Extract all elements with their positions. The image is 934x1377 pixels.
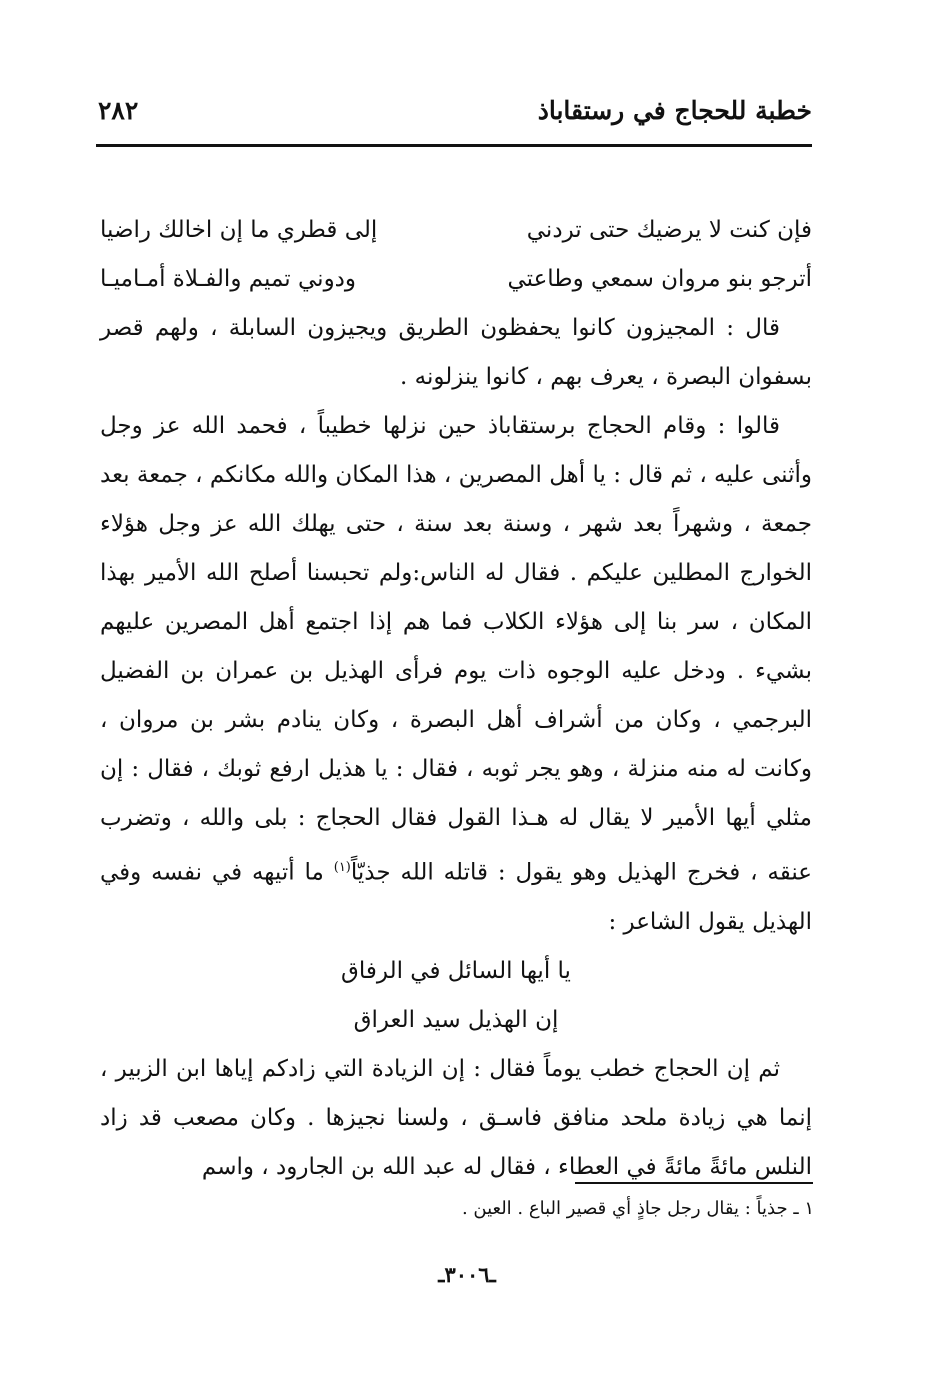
poem-line: إن الهذيل سيد العراق — [353, 1006, 559, 1033]
main-text — [100, 206, 812, 1192]
poem-line: يا أيها السائل في الرفاق — [341, 957, 571, 984]
verse-line — [100, 255, 812, 304]
header-rule — [96, 144, 812, 147]
verse-hemistich-left: إلى قطري ما إن اخالك راضيا — [100, 217, 378, 243]
chapter-title: خطبة للحجاج في رستقاباذ — [537, 96, 812, 125]
page-footer-number: ـ٣٠٠٦ـ — [438, 1262, 496, 1287]
paragraph: ثم إن الحجاج خطب يوماً فقال : إن الزيادة التي زادكم إياها ابن الزبير ، إنما هي زيادة ملحد منافق فاسـق ، ولسنا نجيزها . وكان مصعب قد زاد النلس مائةً مائةً في العطاء ، فقال له عبد الله بن الجارود ، واسم — [100, 1055, 812, 1180]
footnote-rule — [575, 1182, 813, 1184]
verse-hemistich-right: أترجو بنو مروان سمعي وطاعتي — [507, 266, 812, 292]
running-header — [96, 92, 812, 148]
paragraph: قال : المجيزون كانوا يحفظون الطريق ويجيزون السابلة ، ولهم قصر بسفوان البصرة ، يعرف بهم ، كانوا ينزلونه . — [100, 315, 812, 390]
page-number: ٢٨٢ — [98, 96, 139, 125]
paragraph — [100, 402, 812, 947]
verse-line — [100, 206, 812, 255]
verse-hemistich-right: فإن كنت لا يرضيك حتى تردني — [526, 217, 812, 243]
footnote-marker: (١) — [333, 860, 351, 875]
footnote: ١ ـ جذياً : يقال رجل جاذٍ أي قصير الباع . العين . — [461, 1198, 814, 1219]
verse-hemistich-left: ودوني تميم والفـلاة أمـاميـا — [100, 266, 357, 292]
paragraph-text: ما أتيهه في نفسه وفي الهذيل يقول الشاعر : — [100, 859, 812, 935]
paragraph-text: قالوا : وقام الحجاج برستقاباذ حين نزلها خطيباً ، فحمد الله عز وجل وأثنى عليه ، ثم قال : يا أهل المصرين ، هذا المكان والله مكانكم ، جمعة بعد جمعة ، وشهراً بعد شهر ، وسنة بعد سنة ، حتى يهلك الله عز وجل هؤلاء الخوارج المطلين عليكم . فقال له الناس:ولم تحبسنا أصلح الله الأمير بهذا المكان ، سر بنا إلى هؤلاء الكلاب فما هم إذا اجتمع أهل المصرين عليهم بشيء . ودخل عليه الوجوه ذات يوم فرأى الهذيل بن عمران بن الفضيل البرجمي ، وكان من أشراف أهل البصرة ، وكان ينادم بشر بن مروان ، وكانت له منه منزلة ، وهو يجر ثوبه ، فقال : يا هذيل ارفع ثوبك ، فقال : إن مثلي أيها الأمير لا يقال له هـذا القول فقال الحجاج : بلى والله ، وتضرب عنقه ، فخرج الهذيل وهو يقول : قاتله الله جذيّاً — [100, 413, 813, 886]
